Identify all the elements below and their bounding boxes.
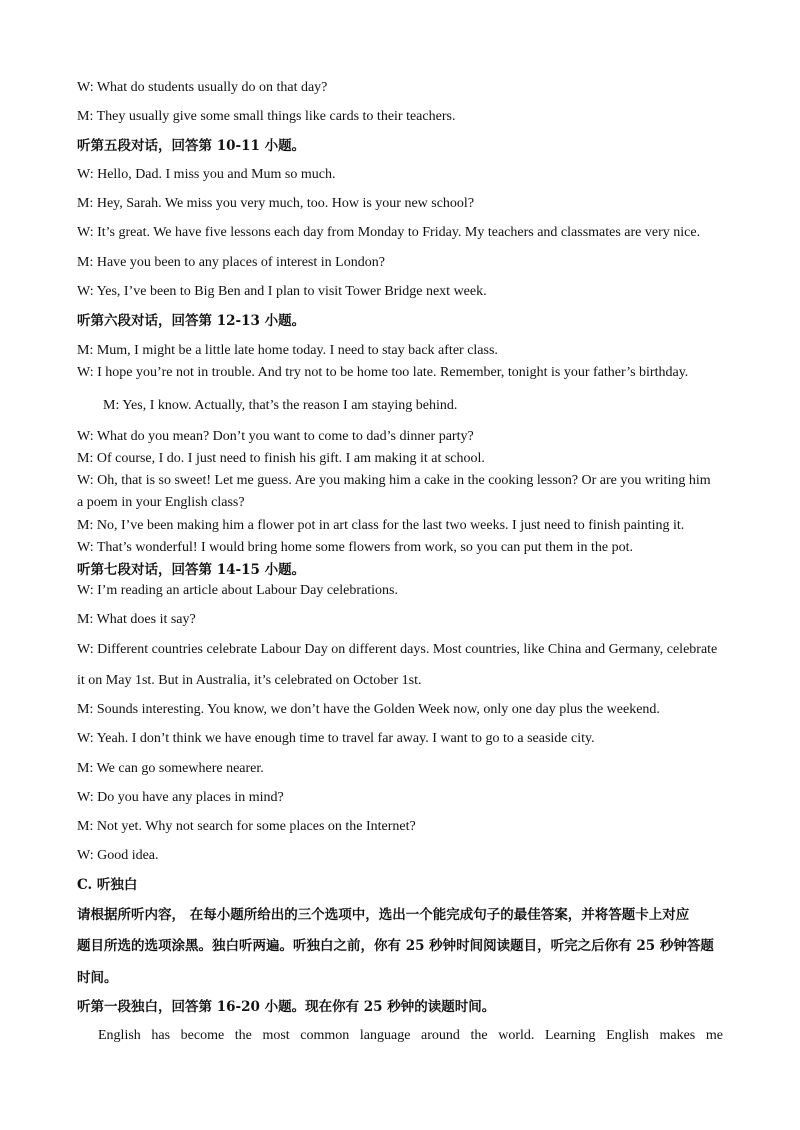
dialogue-line: W: What do students usually do on that day? <box>77 80 328 95</box>
instruction-text: 题目所选的选项涂黑。独白听两遍。听独白之前，你有 25 秒钟时间阅读题目，听完之后你有 25 秒钟答题 <box>77 938 714 954</box>
dialogue-line: W: That’s wonderful! I would bring home some flowers from work, so you can put them in the pot. <box>77 540 634 555</box>
word: makes <box>659 1028 696 1043</box>
dialogue-line: M: Hey, Sarah. We miss you very much, too. How is your new school? <box>77 196 475 211</box>
dialogue-line: M: Yes, I know. Actually, that’s the reason I am staying behind. <box>103 398 458 413</box>
dialogue-line: W: Different countries celebrate Labour Day on different days. Most countries, like China and Germany, celebrate <box>77 642 718 657</box>
dialogue-line: W: Hello, Dad. I miss you and Mum so much. <box>77 167 336 182</box>
word: the <box>470 1028 488 1043</box>
word: around <box>421 1028 460 1043</box>
word: world. <box>498 1028 535 1043</box>
section-heading: 听第五段对话，回答第 10-11 小题。 <box>77 138 306 154</box>
dialogue-line: W: I’m reading an article about Labour Day celebrations. <box>77 583 398 598</box>
word: English <box>606 1028 649 1043</box>
dialogue-line: W: Oh, that is so sweet! Let me guess. Are you making him a cake in the cooking lesson? Or are you writing him <box>77 473 711 488</box>
dialogue-line: M: Sounds interesting. You know, we don’t have the Golden Week now, only one day plus the weekend. <box>77 702 660 717</box>
dialogue-line: M: Have you been to any places of interest in London? <box>77 255 385 270</box>
section-heading: 听第七段对话，回答第 14-15 小题。 <box>77 562 306 578</box>
dialogue-line: M: No, I’ve been making him a flower pot in art class for the last two weeks. I just need to finish painting it. <box>77 518 685 533</box>
section-heading: 听第六段对话，回答第 12-13 小题。 <box>77 313 306 329</box>
dialogue-line: a poem in your English class? <box>77 495 245 510</box>
word: language <box>359 1028 411 1043</box>
dialogue-line: W: Yes, I’ve been to Big Ben and I plan to visit Tower Bridge next week. <box>77 284 487 299</box>
dialogue-line: M: We can go somewhere nearer. <box>77 761 264 776</box>
word: has <box>151 1028 171 1043</box>
section-heading: C. 听独白 <box>77 877 138 893</box>
dialogue-line: W: Good idea. <box>77 848 159 863</box>
dialogue-line: it on May 1st. But in Australia, it’s celebrated on October 1st. <box>77 673 422 688</box>
dialogue-line: M: Of course, I do. I just need to finish his gift. I am making it at school. <box>77 451 485 466</box>
word: common <box>300 1028 350 1043</box>
dialogue-line: W: Do you have any places in mind? <box>77 790 284 805</box>
word: most <box>262 1028 290 1043</box>
section-heading: 听第一段独白，回答第 16-20 小题。现在你有 25 秒钟的读题时间。 <box>77 999 496 1015</box>
dialogue-line: M: Mum, I might be a little late home today. I need to stay back after class. <box>77 343 498 358</box>
dialogue-line: W: It’s great. We have five lessons each day from Monday to Friday. My teachers and classmates are very nice. <box>77 225 701 240</box>
word: me <box>705 1028 723 1043</box>
instruction-text: 请根据所听内容， 在每小题所给出的三个选项中，选出一个能完成句子的最佳答案，并将答题卡上对应 <box>77 907 690 923</box>
dialogue-line: M: Not yet. Why not search for some places on the Internet? <box>77 819 416 834</box>
dialogue-line: W: I hope you’re not in trouble. And try not to be home too late. Remember, tonight is your father’s birthday. <box>77 365 689 380</box>
dialogue-line: W: What do you mean? Don’t you want to come to dad’s dinner party? <box>77 429 474 444</box>
dialogue-line: M: What does it say? <box>77 612 196 627</box>
instruction-text: 时间。 <box>77 970 118 986</box>
dialogue-line: M: They usually give some small things like cards to their teachers. <box>77 109 456 124</box>
word: Learning <box>544 1028 596 1043</box>
monologue-line <box>98 1027 723 1045</box>
word: English <box>98 1028 141 1043</box>
word: become <box>180 1028 225 1043</box>
dialogue-line: W: Yeah. I don’t think we have enough time to travel far away. I want to go to a seaside city. <box>77 731 595 746</box>
word: the <box>234 1028 252 1043</box>
